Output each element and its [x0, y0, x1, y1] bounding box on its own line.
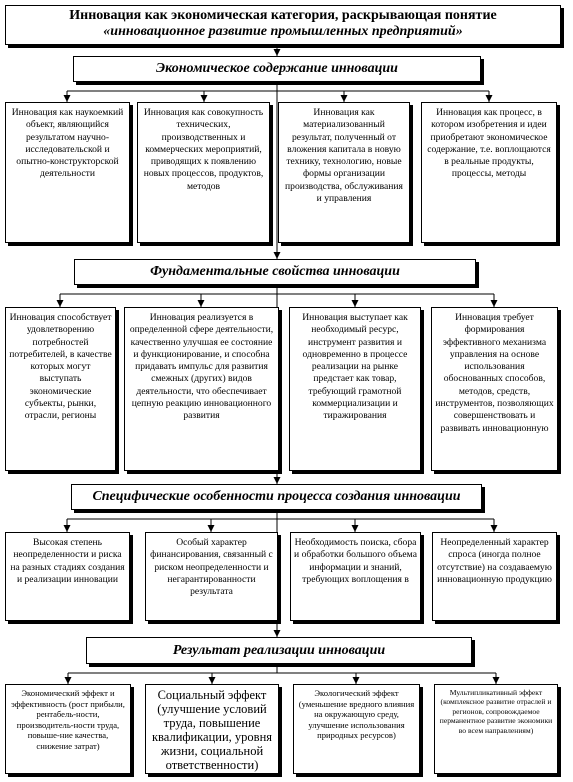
arrow-head	[352, 300, 359, 307]
diagram-title	[5, 5, 561, 45]
result-item: Социальный эффект (улучшение условий труда, повышение квалификации, уровня жизни, социальной ответственности)	[145, 684, 279, 774]
arrow-head	[65, 677, 72, 684]
arrow-head	[353, 677, 360, 684]
specific-feature-item: Неопределенный характер спроса (иногда полное отсутствие) на создаваемую инновационную продукцию	[432, 532, 557, 621]
economic-content-item: Инновация как наукоемкий объект, являющийся результатом научно-исследовательской и опытно-конструкторской деятельности	[5, 102, 130, 243]
arrow-head	[274, 630, 281, 637]
section-fundamental-properties-heading: Фундаментальные свойства инновации	[74, 259, 476, 285]
arrow-head	[198, 300, 205, 307]
arrow-head	[274, 477, 281, 484]
arrow-head	[274, 252, 281, 259]
section-results-heading: Результат реализации инновации	[86, 637, 472, 664]
specific-feature-item: Необходимость поиска, сбора и обработки большого объема информации и знаний, требующих воплощения в	[290, 532, 421, 621]
arrow-head	[274, 49, 281, 56]
result-item: Экономический эффект и эффективность (рост прибыли, рентабель-ности, производитель-ности труда, повыше-ние качества, снижение затрат)	[5, 684, 131, 774]
arrow-head	[352, 525, 359, 532]
arrow-head	[201, 95, 208, 102]
specific-feature-item: Особый характер финансирования, связанный с риском неопределенности и негарантированности результата	[145, 532, 278, 621]
result-item: Мультипликативный эффект (комплексное развитие отраслей и регионов, сопровождаемое перманентное развитие экономики во всем направлениям)	[434, 684, 558, 774]
economic-content-item: Инновация как совокупность технических, производственных и коммерческих мероприятий, приводящих к появлению новых процессов, продуктов, методов	[137, 102, 270, 243]
fundamental-property-item: Инновация реализуется в определенной сфере деятельности, качественно улучшая ее состояние и функционирование, и способна придавать импульс для развития смежных (других) видов деятельности, что обеспечивает цепную реакцию инновационного развития	[124, 307, 279, 471]
diagram-title-line1: Инновация как экономическая категория, раскрывающая понятие	[69, 8, 497, 23]
economic-content-item: Инновация как материализованный результат, полученный от вложения капитала в новую технику, технологию, новые формы организации производства, обслуживания и управления	[278, 102, 410, 243]
arrow-head	[493, 677, 500, 684]
fundamental-property-item: Инновация способствует удовлетворению потребностей потребителей, в качестве которых могут выступать экономические субъекты, рынки, отрасли, регионы	[5, 307, 116, 471]
diagram-title-line2: «инновационное развитие промышленных предприятий»	[103, 24, 463, 39]
fundamental-property-item: Инновация требует формирования эффективного механизма управления на основе использования обоснованных способов, методов, средств, инструментов, позволяющих совершенствовать и развивать инновационную	[431, 307, 558, 471]
arrow-head	[57, 300, 64, 307]
arrow-head	[64, 525, 71, 532]
arrow-head	[491, 525, 498, 532]
section-specific-features-heading: Специфические особенности процесса создания инновации	[71, 484, 482, 510]
arrow-head	[209, 677, 216, 684]
arrow-head	[341, 95, 348, 102]
arrow-head	[491, 300, 498, 307]
fundamental-property-item: Инновация выступает как необходимый ресурс, инструмент развития и одновременно в процессе реализации на рынке предстает как товар, требующий грамотной коммерциализации и тиражирования	[289, 307, 421, 471]
specific-feature-item: Высокая степень неопределенности и риска на разных стадиях создания и реализации инновации	[5, 532, 130, 621]
economic-content-item: Инновация как процесс, в котором изобретения и идеи приобретают экономическое содержание, т.е. воплощаются в реальные продукты, процессы, методы	[421, 102, 557, 243]
arrow-head	[64, 95, 71, 102]
arrow-head	[208, 525, 215, 532]
result-item: Экологический эффект (уменьшение вредного влияния на окружающую среду, улучшение использования природных ресурсов)	[293, 684, 420, 774]
arrow-head	[486, 95, 493, 102]
section-economic-content-heading: Экономическое содержание инновации	[73, 56, 481, 82]
